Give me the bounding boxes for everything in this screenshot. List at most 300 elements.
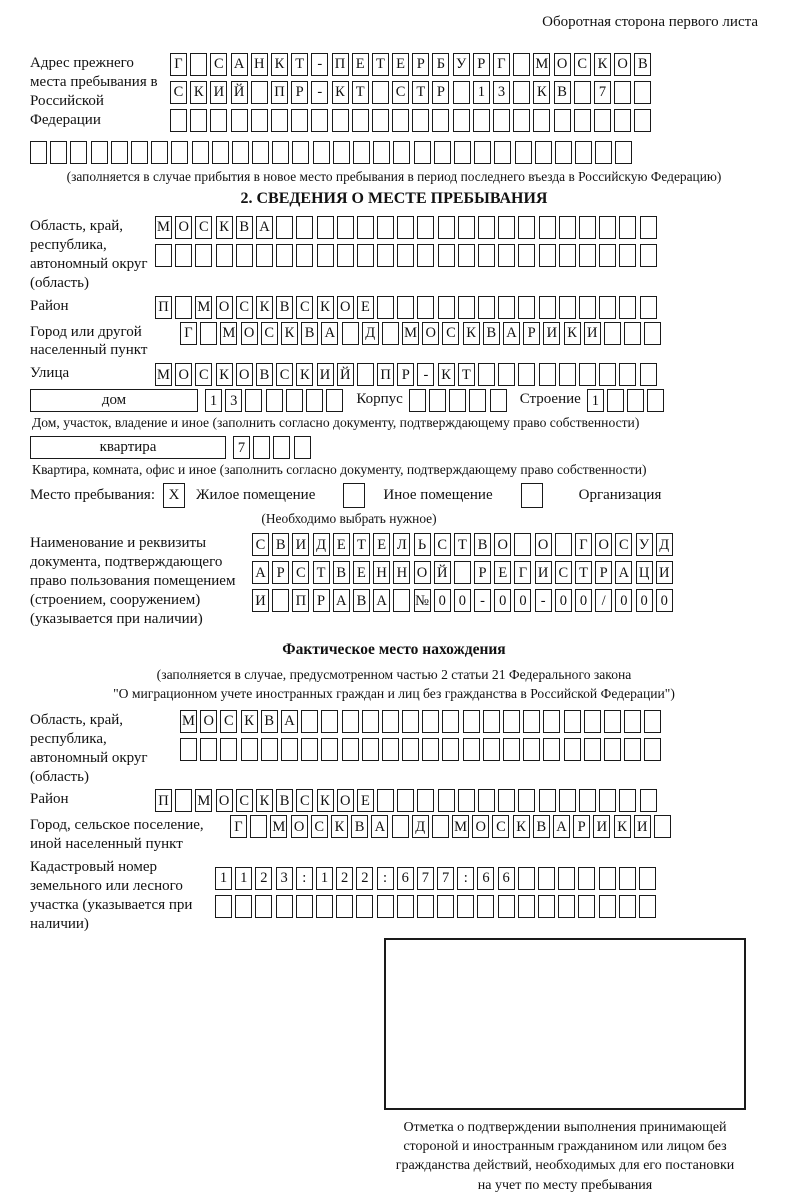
char-box: И <box>593 815 610 838</box>
char-box: А <box>256 216 273 239</box>
char-box: А <box>503 322 520 345</box>
char-box: Р <box>432 81 449 104</box>
char-box <box>627 389 644 412</box>
char-box <box>356 895 373 918</box>
char-box: Е <box>333 533 350 556</box>
char-box <box>599 216 616 239</box>
char-box <box>131 141 148 164</box>
char-box: К <box>190 81 207 104</box>
char-box <box>454 561 471 584</box>
char-box: Т <box>291 53 308 76</box>
char-box: И <box>634 815 651 838</box>
char-box <box>599 895 616 918</box>
char-box <box>155 244 172 267</box>
char-box <box>578 867 595 890</box>
char-box: П <box>155 296 172 319</box>
char-box <box>220 738 237 761</box>
char-box <box>392 815 409 838</box>
char-box <box>306 389 323 412</box>
char-box <box>624 710 641 733</box>
char-box <box>252 141 269 164</box>
char-box: 6 <box>397 867 414 890</box>
char-box <box>624 322 641 345</box>
char-box: 0 <box>494 589 511 612</box>
char-box: П <box>332 53 349 76</box>
char-box <box>402 710 419 733</box>
street-label: Улица <box>30 365 70 382</box>
char-box: В <box>353 589 370 612</box>
cadastral-row-2 <box>215 895 659 918</box>
char-box <box>518 296 535 319</box>
stamp-caption-line2: стороной и иностранным гражданином или лицом без <box>403 1139 727 1155</box>
char-box <box>296 216 313 239</box>
char-box <box>332 109 349 132</box>
region-row-2 <box>155 244 660 267</box>
char-box <box>478 244 495 267</box>
char-box <box>397 216 414 239</box>
char-box <box>555 141 572 164</box>
char-box: Р <box>272 561 289 584</box>
char-box <box>253 436 270 459</box>
city-row <box>180 322 665 345</box>
char-box: К <box>216 363 233 386</box>
char-box <box>555 533 572 556</box>
char-box: - <box>311 53 328 76</box>
char-box <box>559 296 576 319</box>
char-box: М <box>195 296 212 319</box>
char-box: - <box>474 589 491 612</box>
char-box: 1 <box>473 81 490 104</box>
char-box <box>442 710 459 733</box>
apartment-type-box: квартира <box>30 436 226 459</box>
char-box <box>498 216 515 239</box>
stamp-area <box>372 938 758 1195</box>
stamp-caption-line1: Отметка о подтверждении выполнения принимающей <box>403 1119 727 1135</box>
char-box <box>644 710 661 733</box>
stamp-caption <box>372 1118 758 1195</box>
char-box <box>458 244 475 267</box>
cadastral-rows <box>215 857 659 923</box>
char-box: И <box>210 81 227 104</box>
char-box <box>195 244 212 267</box>
char-box <box>342 738 359 761</box>
char-box <box>640 216 657 239</box>
char-box <box>210 109 227 132</box>
char-box: К <box>564 322 581 345</box>
char-box <box>599 296 616 319</box>
char-box <box>397 895 414 918</box>
char-box: В <box>276 789 293 812</box>
char-box <box>333 141 350 164</box>
char-box: Ь <box>414 533 431 556</box>
ownership-doc-rows <box>252 533 676 617</box>
char-box <box>543 738 560 761</box>
char-box <box>478 789 495 812</box>
char-box: С <box>236 296 253 319</box>
char-box: М <box>155 363 172 386</box>
char-box: К <box>594 53 611 76</box>
char-box: Т <box>575 561 592 584</box>
char-box: С <box>210 53 227 76</box>
char-box <box>432 109 449 132</box>
char-box: 2 <box>356 867 373 890</box>
char-box <box>216 244 233 267</box>
city-block <box>30 322 758 361</box>
char-box <box>478 363 495 386</box>
prev-address-row-4 <box>30 141 636 164</box>
char-box <box>523 738 540 761</box>
char-box: 2 <box>255 867 272 890</box>
char-box: Т <box>458 363 475 386</box>
char-box <box>276 244 293 267</box>
stamp-caption-line3: гражданства действий, необходимых для его постановки <box>395 1158 735 1174</box>
house-block <box>30 389 758 412</box>
char-box <box>301 710 318 733</box>
char-box: О <box>216 789 233 812</box>
char-box: Г <box>230 815 247 838</box>
char-box: О <box>422 322 439 345</box>
char-box: В <box>256 363 273 386</box>
char-box: С <box>296 789 313 812</box>
char-box <box>539 363 556 386</box>
char-box: К <box>513 815 530 838</box>
char-box <box>498 296 515 319</box>
char-box: Й <box>434 561 451 584</box>
prev-address-row-1 <box>170 53 655 76</box>
char-box <box>171 141 188 164</box>
char-box <box>574 109 591 132</box>
char-box: Й <box>337 363 354 386</box>
char-box: О <box>175 216 192 239</box>
char-box <box>352 109 369 132</box>
char-box: М <box>220 322 237 345</box>
char-box: Г <box>514 561 531 584</box>
char-box: Т <box>412 81 429 104</box>
checkbox-residential: X <box>163 483 185 508</box>
char-box <box>296 244 313 267</box>
char-box: М <box>533 53 550 76</box>
prev-address-rows <box>170 53 655 137</box>
char-box: И <box>317 363 334 386</box>
char-box: К <box>216 216 233 239</box>
char-box: А <box>333 589 350 612</box>
char-box: Р <box>595 561 612 584</box>
char-box <box>503 710 520 733</box>
prev-address-row-2 <box>170 81 655 104</box>
char-box <box>342 322 359 345</box>
char-box: А <box>553 815 570 838</box>
char-box <box>494 141 511 164</box>
char-box <box>301 738 318 761</box>
char-box <box>559 789 576 812</box>
char-box: О <box>494 533 511 556</box>
actual-city-row <box>230 815 674 838</box>
char-box: 3 <box>493 81 510 104</box>
char-box <box>326 389 343 412</box>
char-box <box>594 109 611 132</box>
char-box: М <box>155 216 172 239</box>
actual-location-note <box>30 665 758 703</box>
char-box <box>579 789 596 812</box>
char-box <box>498 895 515 918</box>
char-box <box>438 296 455 319</box>
char-box <box>377 216 394 239</box>
char-box <box>654 815 671 838</box>
char-box <box>478 216 495 239</box>
char-box: В <box>351 815 368 838</box>
char-box <box>175 789 192 812</box>
char-box: О <box>414 561 431 584</box>
char-box: 7 <box>233 436 250 459</box>
char-box <box>477 895 494 918</box>
char-box: П <box>292 589 309 612</box>
char-box <box>377 895 394 918</box>
char-box <box>579 244 596 267</box>
char-box <box>372 81 389 104</box>
char-box <box>538 895 555 918</box>
char-box <box>151 141 168 164</box>
char-box: Р <box>573 815 590 838</box>
char-box <box>432 815 449 838</box>
char-box <box>514 533 531 556</box>
char-box <box>170 109 187 132</box>
char-box <box>513 81 530 104</box>
char-box: Р <box>474 561 491 584</box>
apartment-block <box>30 436 758 459</box>
char-box <box>463 738 480 761</box>
char-box: К <box>241 710 258 733</box>
region-rows <box>155 216 660 272</box>
char-box: У <box>636 533 653 556</box>
char-box <box>614 81 631 104</box>
char-box <box>442 738 459 761</box>
char-box: С <box>311 815 328 838</box>
char-box <box>235 895 252 918</box>
char-box <box>91 141 108 164</box>
char-box: Д <box>656 533 673 556</box>
char-box <box>619 216 636 239</box>
char-box <box>362 738 379 761</box>
ownership-doc-row-2 <box>252 561 676 584</box>
char-box <box>634 81 651 104</box>
char-box: О <box>554 53 571 76</box>
char-box <box>493 109 510 132</box>
char-box: 6 <box>477 867 494 890</box>
char-box: А <box>371 815 388 838</box>
char-box: Р <box>313 589 330 612</box>
char-box <box>272 589 289 612</box>
char-box <box>337 244 354 267</box>
char-box: А <box>615 561 632 584</box>
korpus-label: Корпус <box>356 391 403 408</box>
ownership-doc-row-3 <box>252 589 676 612</box>
char-box <box>624 738 641 761</box>
char-box: Г <box>575 533 592 556</box>
char-box: С <box>296 296 313 319</box>
char-box: : <box>457 867 474 890</box>
char-box <box>250 815 267 838</box>
char-box: К <box>533 81 550 104</box>
char-box <box>604 710 621 733</box>
char-box <box>579 363 596 386</box>
char-box <box>236 244 253 267</box>
char-box <box>458 789 475 812</box>
apartment-note: Квартира, комната, офис и иное (заполнить согласно документу, подтверждающему право собственности) <box>32 462 647 478</box>
char-box <box>539 244 556 267</box>
checkbox-other-premises <box>343 483 365 508</box>
char-box <box>640 296 657 319</box>
char-box: Б <box>432 53 449 76</box>
char-box <box>232 141 249 164</box>
char-box <box>503 738 520 761</box>
char-box: В <box>272 533 289 556</box>
actual-district-block <box>30 789 758 812</box>
stay-type-label: Место пребывания: <box>30 487 155 504</box>
char-box: 1 <box>205 389 222 412</box>
char-box <box>543 710 560 733</box>
char-box <box>554 109 571 132</box>
char-box: О <box>200 710 217 733</box>
char-box <box>523 710 540 733</box>
char-box <box>397 296 414 319</box>
char-box <box>382 710 399 733</box>
stamp-box <box>384 938 746 1110</box>
char-box: В <box>474 533 491 556</box>
char-box: Р <box>473 53 490 76</box>
char-box: Т <box>372 53 389 76</box>
char-box <box>518 867 535 890</box>
char-box <box>402 738 419 761</box>
char-box <box>559 216 576 239</box>
char-box <box>513 109 530 132</box>
char-box <box>281 738 298 761</box>
char-box: С <box>220 710 237 733</box>
checkbox-organization <box>521 483 543 508</box>
house-type-box: дом <box>30 389 198 412</box>
char-box <box>498 363 515 386</box>
char-box <box>584 710 601 733</box>
char-box <box>261 738 278 761</box>
char-box <box>337 216 354 239</box>
char-box <box>382 322 399 345</box>
actual-region-label: Область, край, республика, автономный округ (область) <box>30 711 148 785</box>
char-box <box>180 738 197 761</box>
char-box: : <box>296 867 313 890</box>
char-box <box>490 389 507 412</box>
char-box <box>619 244 636 267</box>
char-box <box>276 895 293 918</box>
char-box <box>434 141 451 164</box>
char-box <box>619 296 636 319</box>
char-box <box>192 141 209 164</box>
option-organization-label: Организация <box>578 487 662 504</box>
char-box: 1 <box>235 867 252 890</box>
char-box: А <box>373 589 390 612</box>
char-box: К <box>256 296 273 319</box>
char-box: : <box>377 867 394 890</box>
char-box: Т <box>352 81 369 104</box>
char-box <box>311 109 328 132</box>
char-box <box>558 867 575 890</box>
char-box: 0 <box>615 589 632 612</box>
char-box <box>483 738 500 761</box>
char-box: Т <box>454 533 471 556</box>
stroenie-label: Строение <box>519 391 581 408</box>
char-box: И <box>535 561 552 584</box>
char-box: 7 <box>437 867 454 890</box>
district-label: Район <box>30 297 69 314</box>
char-box: О <box>535 533 552 556</box>
char-box <box>619 363 636 386</box>
char-box <box>276 216 293 239</box>
actual-location-note-line1: (заполняется в случае, предусмотренном частью 2 статьи 21 Федерального закона <box>156 666 632 682</box>
char-box: 7 <box>417 867 434 890</box>
char-box: Е <box>357 296 374 319</box>
char-box: - <box>535 589 552 612</box>
char-box <box>70 141 87 164</box>
char-box <box>245 389 262 412</box>
prev-address-row-3 <box>170 109 655 132</box>
char-box <box>463 710 480 733</box>
char-box: О <box>236 363 253 386</box>
char-box <box>539 216 556 239</box>
char-box <box>292 141 309 164</box>
char-box: М <box>402 322 419 345</box>
char-box <box>336 895 353 918</box>
char-box <box>412 109 429 132</box>
char-box: В <box>236 216 253 239</box>
actual-city-label: Город, сельское поселение, иной населенный пункт <box>30 817 204 853</box>
char-box: 0 <box>454 589 471 612</box>
house-note: Дом, участок, владение и иное (заполнить согласно документу, подтверждающему право собственности) <box>32 415 640 431</box>
char-box: С <box>615 533 632 556</box>
char-box <box>518 244 535 267</box>
char-box: И <box>584 322 601 345</box>
char-box <box>271 109 288 132</box>
char-box <box>469 389 486 412</box>
char-box <box>397 244 414 267</box>
char-box <box>615 141 632 164</box>
section2-title: 2. СВЕДЕНИЯ О МЕСТЕ ПРЕБЫВАНИЯ <box>240 190 548 207</box>
char-box <box>619 789 636 812</box>
char-box <box>377 789 394 812</box>
char-box: Е <box>373 533 390 556</box>
char-box: К <box>256 789 273 812</box>
char-box <box>316 895 333 918</box>
char-box: А <box>252 561 269 584</box>
char-box <box>614 109 631 132</box>
char-box: Д <box>313 533 330 556</box>
char-box: / <box>595 589 612 612</box>
char-box: 0 <box>575 589 592 612</box>
actual-location-note-line2: "О миграционном учете иностранных граждан и лиц без гражданства в Российской Федерации") <box>113 685 675 701</box>
char-box <box>438 244 455 267</box>
char-box <box>357 216 374 239</box>
char-box <box>518 216 535 239</box>
char-box <box>438 216 455 239</box>
char-box: 0 <box>555 589 572 612</box>
district-row <box>155 296 660 319</box>
char-box <box>474 141 491 164</box>
char-box <box>372 109 389 132</box>
char-box <box>640 789 657 812</box>
char-box <box>483 710 500 733</box>
char-box: К <box>296 363 313 386</box>
char-box: Р <box>291 81 308 104</box>
char-box: С <box>276 363 293 386</box>
char-box <box>640 244 657 267</box>
char-box <box>294 436 311 459</box>
